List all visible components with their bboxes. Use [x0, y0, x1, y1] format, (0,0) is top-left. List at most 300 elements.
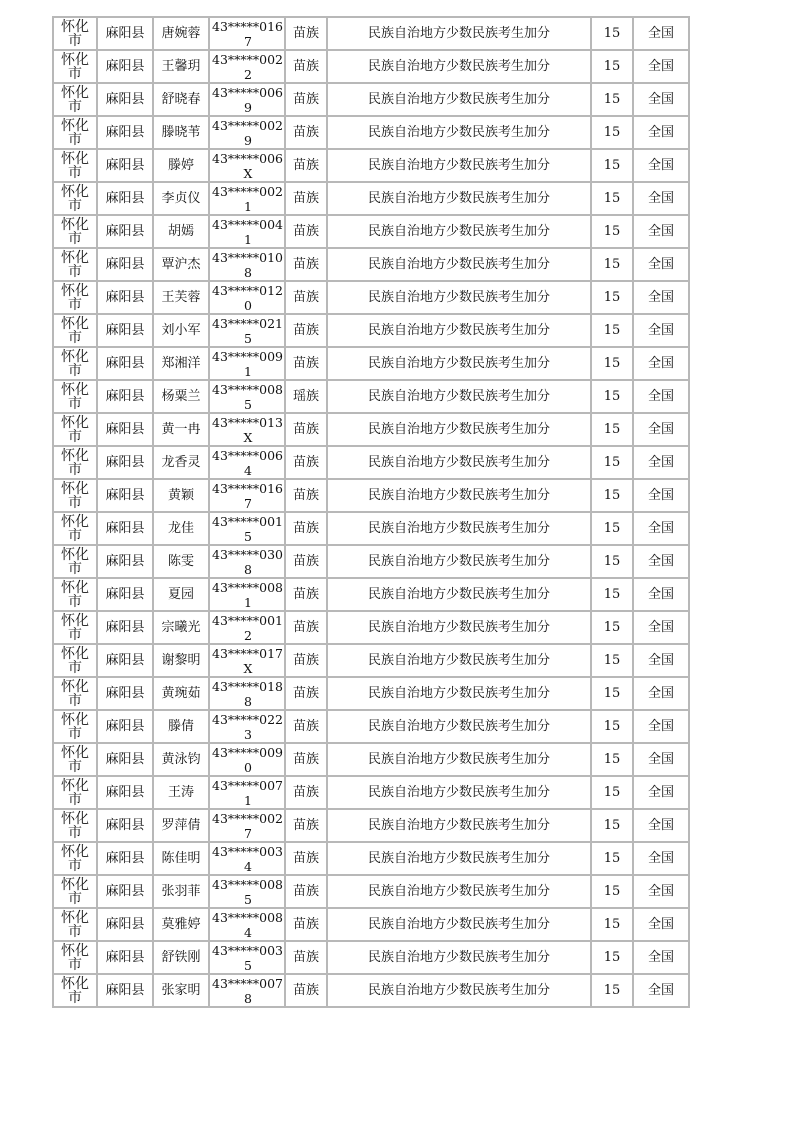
id-number-part1: 43*****003: [212, 942, 284, 958]
ethnicity-cell: 苗族: [285, 875, 327, 908]
id-number-part2: 9: [244, 132, 252, 148]
id-number-cell: [209, 941, 285, 974]
id-number-part1: 43*****017: [212, 645, 284, 661]
bonus-category-cell: 民族自治地方少数民族考生加分: [327, 413, 591, 446]
bonus-points-cell: 15: [591, 149, 633, 182]
county-cell: 麻阳县: [97, 908, 153, 941]
bonus-category-cell: 民族自治地方少数民族考生加分: [327, 842, 591, 875]
id-number-cell: [209, 281, 285, 314]
bonus-category-cell: 民族自治地方少数民族考生加分: [327, 677, 591, 710]
id-number-part1: 43*****030: [212, 546, 284, 562]
scope-cell: 全国: [633, 116, 689, 149]
city-cell: 怀化市: [53, 83, 97, 116]
table-row: [53, 545, 689, 578]
id-number-cell: [209, 578, 285, 611]
county-cell: 麻阳县: [97, 446, 153, 479]
bonus-points-cell: 15: [591, 710, 633, 743]
city-cell: 怀化市: [53, 809, 97, 842]
id-number-part2: 1: [244, 363, 252, 379]
id-number-part1: 43*****001: [212, 513, 284, 529]
ethnicity-cell: 苗族: [285, 545, 327, 578]
id-number-part2: 0: [244, 297, 252, 313]
table-row: [53, 479, 689, 512]
id-number-part2: 7: [244, 825, 252, 841]
id-number-part1: 43*****009: [212, 744, 284, 760]
county-cell: 麻阳县: [97, 710, 153, 743]
ethnicity-cell: 苗族: [285, 215, 327, 248]
scope-cell: 全国: [633, 974, 689, 1007]
id-number-part2: 4: [244, 462, 252, 478]
name-cell: 唐婉蓉: [153, 17, 209, 50]
city-cell: 怀化市: [53, 743, 97, 776]
id-number-part2: 7: [244, 33, 252, 49]
county-cell: 麻阳县: [97, 215, 153, 248]
id-number-part1: 43*****004: [212, 216, 284, 232]
scope-cell: 全国: [633, 545, 689, 578]
table-row: [53, 611, 689, 644]
scope-cell: 全国: [633, 875, 689, 908]
table-row: [53, 50, 689, 83]
name-cell: 郑湘洋: [153, 347, 209, 380]
name-cell: 黄琬茹: [153, 677, 209, 710]
bonus-points-cell: 15: [591, 842, 633, 875]
id-number-part2: 5: [244, 957, 252, 973]
ethnicity-cell: 苗族: [285, 17, 327, 50]
table-row: [53, 83, 689, 116]
table-row: [53, 710, 689, 743]
county-cell: 麻阳县: [97, 83, 153, 116]
id-number-part2: X: [243, 165, 253, 181]
id-number-cell: [209, 149, 285, 182]
id-number-cell: [209, 908, 285, 941]
ethnicity-cell: 苗族: [285, 413, 327, 446]
ethnicity-cell: 瑶族: [285, 380, 327, 413]
city-cell: 怀化市: [53, 248, 97, 281]
city-cell: 怀化市: [53, 578, 97, 611]
table-row: [53, 578, 689, 611]
city-cell: 怀化市: [53, 446, 97, 479]
scope-cell: 全国: [633, 710, 689, 743]
id-number-cell: [209, 215, 285, 248]
name-cell: 舒铁刚: [153, 941, 209, 974]
id-number-part1: 43*****008: [212, 381, 284, 397]
ethnicity-cell: 苗族: [285, 677, 327, 710]
scope-cell: 全国: [633, 941, 689, 974]
county-cell: 麻阳县: [97, 248, 153, 281]
city-cell: 怀化市: [53, 842, 97, 875]
bonus-category-cell: 民族自治地方少数民族考生加分: [327, 50, 591, 83]
bonus-points-cell: 15: [591, 941, 633, 974]
id-number-cell: [209, 17, 285, 50]
name-cell: 龙佳: [153, 512, 209, 545]
city-cell: 怀化市: [53, 413, 97, 446]
county-cell: 麻阳县: [97, 842, 153, 875]
id-number-part1: 43*****006: [212, 447, 284, 463]
table-body: [53, 17, 689, 1007]
bonus-category-cell: 民族自治地方少数民族考生加分: [327, 182, 591, 215]
id-number-part1: 43*****016: [212, 480, 284, 496]
city-cell: 怀化市: [53, 875, 97, 908]
scope-cell: 全国: [633, 908, 689, 941]
ethnicity-cell: 苗族: [285, 908, 327, 941]
name-cell: 罗萍倩: [153, 809, 209, 842]
bonus-points-cell: 15: [591, 644, 633, 677]
id-number-part1: 43*****009: [212, 348, 284, 364]
county-cell: 麻阳县: [97, 743, 153, 776]
id-number-cell: [209, 776, 285, 809]
county-cell: 麻阳县: [97, 941, 153, 974]
bonus-category-cell: 民族自治地方少数民族考生加分: [327, 149, 591, 182]
ethnicity-cell: 苗族: [285, 479, 327, 512]
name-cell: 滕倩: [153, 710, 209, 743]
id-number-part1: 43*****008: [212, 876, 284, 892]
id-number-part1: 43*****010: [212, 249, 284, 265]
table-row: [53, 446, 689, 479]
scope-cell: 全国: [633, 149, 689, 182]
bonus-category-cell: 民族自治地方少数民族考生加分: [327, 710, 591, 743]
county-cell: 麻阳县: [97, 50, 153, 83]
table-row: [53, 644, 689, 677]
bonus-points-cell: 15: [591, 347, 633, 380]
name-cell: 夏园: [153, 578, 209, 611]
city-cell: 怀化市: [53, 479, 97, 512]
id-number-part1: 43*****007: [212, 975, 284, 991]
id-number-part1: 43*****006: [212, 84, 284, 100]
id-number-cell: [209, 380, 285, 413]
city-cell: 怀化市: [53, 215, 97, 248]
table-row: [53, 941, 689, 974]
ethnicity-cell: 苗族: [285, 974, 327, 1007]
table-row: [53, 974, 689, 1007]
id-number-part1: 43*****022: [212, 711, 284, 727]
county-cell: 麻阳县: [97, 875, 153, 908]
county-cell: 麻阳县: [97, 644, 153, 677]
ethnicity-cell: 苗族: [285, 83, 327, 116]
scope-cell: 全国: [633, 776, 689, 809]
county-cell: 麻阳县: [97, 512, 153, 545]
table-row: [53, 413, 689, 446]
bonus-points-cell: 15: [591, 875, 633, 908]
id-number-part2: 4: [244, 858, 252, 874]
county-cell: 麻阳县: [97, 347, 153, 380]
scope-cell: 全国: [633, 182, 689, 215]
id-number-cell: [209, 743, 285, 776]
name-cell: 舒晓春: [153, 83, 209, 116]
bonus-points-cell: 15: [591, 116, 633, 149]
city-cell: 怀化市: [53, 281, 97, 314]
name-cell: 张羽菲: [153, 875, 209, 908]
bonus-category-cell: 民族自治地方少数民族考生加分: [327, 83, 591, 116]
id-number-part1: 43*****008: [212, 909, 284, 925]
id-number-part1: 43*****002: [212, 810, 284, 826]
ethnicity-cell: 苗族: [285, 281, 327, 314]
bonus-category-cell: 民族自治地方少数民族考生加分: [327, 281, 591, 314]
name-cell: 陈雯: [153, 545, 209, 578]
table-row: [53, 182, 689, 215]
city-cell: 怀化市: [53, 380, 97, 413]
name-cell: 刘小军: [153, 314, 209, 347]
id-number-part2: 1: [244, 231, 252, 247]
bonus-points-cell: 15: [591, 479, 633, 512]
scope-cell: 全国: [633, 83, 689, 116]
id-number-part2: X: [243, 429, 253, 445]
bonus-points-cell: 15: [591, 215, 633, 248]
county-cell: 麻阳县: [97, 149, 153, 182]
ethnicity-cell: 苗族: [285, 611, 327, 644]
bonus-category-cell: 民族自治地方少数民族考生加分: [327, 776, 591, 809]
id-number-part1: 43*****007: [212, 777, 284, 793]
bonus-category-cell: 民族自治地方少数民族考生加分: [327, 545, 591, 578]
scope-cell: 全国: [633, 281, 689, 314]
id-number-part1: 43*****003: [212, 843, 284, 859]
table-row: [53, 215, 689, 248]
city-cell: 怀化市: [53, 182, 97, 215]
bonus-category-cell: 民族自治地方少数民族考生加分: [327, 512, 591, 545]
table-row: [53, 677, 689, 710]
city-cell: 怀化市: [53, 908, 97, 941]
county-cell: 麻阳县: [97, 314, 153, 347]
name-cell: 滕晓苇: [153, 116, 209, 149]
table-row: [53, 347, 689, 380]
id-number-part2: 5: [244, 528, 252, 544]
table-row: [53, 776, 689, 809]
bonus-points-cell: 15: [591, 776, 633, 809]
id-number-part2: 8: [244, 990, 252, 1006]
county-cell: 麻阳县: [97, 116, 153, 149]
county-cell: 麻阳县: [97, 578, 153, 611]
scope-cell: 全国: [633, 644, 689, 677]
scope-cell: 全国: [633, 50, 689, 83]
table-row: [53, 809, 689, 842]
id-number-part2: 5: [244, 396, 252, 412]
scope-cell: 全国: [633, 446, 689, 479]
county-cell: 麻阳县: [97, 380, 153, 413]
id-number-part2: 8: [244, 693, 252, 709]
county-cell: 麻阳县: [97, 413, 153, 446]
ethnicity-cell: 苗族: [285, 446, 327, 479]
city-cell: 怀化市: [53, 50, 97, 83]
bonus-points-cell: 15: [591, 611, 633, 644]
name-cell: 莫雅婷: [153, 908, 209, 941]
county-cell: 麻阳县: [97, 974, 153, 1007]
id-number-cell: [209, 446, 285, 479]
bonus-points-cell: 15: [591, 248, 633, 281]
county-cell: 麻阳县: [97, 776, 153, 809]
id-number-part1: 43*****001: [212, 612, 284, 628]
name-cell: 王芙蓉: [153, 281, 209, 314]
bonus-points-cell: 15: [591, 413, 633, 446]
city-cell: 怀化市: [53, 710, 97, 743]
bonus-category-cell: 民族自治地方少数民族考生加分: [327, 743, 591, 776]
bonus-category-cell: 民族自治地方少数民族考生加分: [327, 875, 591, 908]
table-row: [53, 380, 689, 413]
scope-cell: 全国: [633, 512, 689, 545]
bonus-points-cell: 15: [591, 809, 633, 842]
ethnicity-cell: 苗族: [285, 842, 327, 875]
ethnicity-cell: 苗族: [285, 182, 327, 215]
id-number-cell: [209, 116, 285, 149]
name-cell: 胡嫣: [153, 215, 209, 248]
id-number-part2: 1: [244, 594, 252, 610]
county-cell: 麻阳县: [97, 545, 153, 578]
table-row: [53, 908, 689, 941]
table-row: [53, 875, 689, 908]
ethnicity-cell: 苗族: [285, 512, 327, 545]
table-row: [53, 248, 689, 281]
name-cell: 谢黎明: [153, 644, 209, 677]
bonus-category-cell: 民族自治地方少数民族考生加分: [327, 248, 591, 281]
city-cell: 怀化市: [53, 776, 97, 809]
ethnicity-cell: 苗族: [285, 578, 327, 611]
scope-cell: 全国: [633, 479, 689, 512]
county-cell: 麻阳县: [97, 809, 153, 842]
city-cell: 怀化市: [53, 644, 97, 677]
bonus-category-cell: 民族自治地方少数民族考生加分: [327, 446, 591, 479]
id-number-cell: [209, 347, 285, 380]
id-number-part1: 43*****002: [212, 117, 284, 133]
name-cell: 龙香灵: [153, 446, 209, 479]
id-number-cell: [209, 809, 285, 842]
bonus-points-cell: 15: [591, 83, 633, 116]
id-number-cell: [209, 875, 285, 908]
name-cell: 李贞仪: [153, 182, 209, 215]
ethnicity-cell: 苗族: [285, 644, 327, 677]
city-cell: 怀化市: [53, 611, 97, 644]
table-row: [53, 743, 689, 776]
bonus-category-cell: 民族自治地方少数民族考生加分: [327, 215, 591, 248]
ethnicity-cell: 苗族: [285, 710, 327, 743]
table-row: [53, 116, 689, 149]
ethnicity-cell: 苗族: [285, 116, 327, 149]
bonus-points-cell: 15: [591, 17, 633, 50]
bonus-points-table: [52, 16, 690, 1008]
county-cell: 麻阳县: [97, 281, 153, 314]
name-cell: 陈佳明: [153, 842, 209, 875]
bonus-points-cell: 15: [591, 446, 633, 479]
city-cell: 怀化市: [53, 677, 97, 710]
id-number-part2: 2: [244, 66, 252, 82]
name-cell: 王涛: [153, 776, 209, 809]
id-number-cell: [209, 974, 285, 1007]
bonus-category-cell: 民族自治地方少数民族考生加分: [327, 347, 591, 380]
id-number-part2: 9: [244, 99, 252, 115]
table-row: [53, 842, 689, 875]
id-number-cell: [209, 479, 285, 512]
bonus-points-cell: 15: [591, 182, 633, 215]
scope-cell: 全国: [633, 578, 689, 611]
id-number-part1: 43*****012: [212, 282, 284, 298]
county-cell: 麻阳县: [97, 611, 153, 644]
county-cell: 麻阳县: [97, 17, 153, 50]
table-row: [53, 281, 689, 314]
bonus-category-cell: 民族自治地方少数民族考生加分: [327, 809, 591, 842]
bonus-category-cell: 民族自治地方少数民族考生加分: [327, 941, 591, 974]
scope-cell: 全国: [633, 413, 689, 446]
bonus-points-cell: 15: [591, 314, 633, 347]
id-number-cell: [209, 182, 285, 215]
id-number-part2: 1: [244, 792, 252, 808]
id-number-part2: X: [243, 660, 253, 676]
id-number-part2: 4: [244, 924, 252, 940]
id-number-cell: [209, 842, 285, 875]
id-number-cell: [209, 314, 285, 347]
bonus-points-cell: 15: [591, 380, 633, 413]
city-cell: 怀化市: [53, 512, 97, 545]
scope-cell: 全国: [633, 248, 689, 281]
ethnicity-cell: 苗族: [285, 743, 327, 776]
table-row: [53, 149, 689, 182]
id-number-part1: 43*****002: [212, 183, 284, 199]
bonus-points-cell: 15: [591, 281, 633, 314]
bonus-category-cell: 民族自治地方少数民族考生加分: [327, 974, 591, 1007]
id-number-part2: 8: [244, 264, 252, 280]
name-cell: 滕婷: [153, 149, 209, 182]
county-cell: 麻阳县: [97, 479, 153, 512]
scope-cell: 全国: [633, 842, 689, 875]
bonus-points-cell: 15: [591, 545, 633, 578]
id-number-cell: [209, 248, 285, 281]
bonus-points-cell: 15: [591, 743, 633, 776]
id-number-cell: [209, 413, 285, 446]
name-cell: 张家明: [153, 974, 209, 1007]
id-number-part1: 43*****008: [212, 579, 284, 595]
bonus-category-cell: 民族自治地方少数民族考生加分: [327, 479, 591, 512]
id-number-cell: [209, 644, 285, 677]
bonus-points-cell: 15: [591, 677, 633, 710]
ethnicity-cell: 苗族: [285, 248, 327, 281]
scope-cell: 全国: [633, 215, 689, 248]
bonus-points-cell: 15: [591, 512, 633, 545]
ethnicity-cell: 苗族: [285, 314, 327, 347]
bonus-points-cell: 15: [591, 50, 633, 83]
table-row: [53, 314, 689, 347]
scope-cell: 全国: [633, 314, 689, 347]
city-cell: 怀化市: [53, 149, 97, 182]
scope-cell: 全国: [633, 743, 689, 776]
scope-cell: 全国: [633, 677, 689, 710]
name-cell: 黄颖: [153, 479, 209, 512]
scope-cell: 全国: [633, 380, 689, 413]
city-cell: 怀化市: [53, 974, 97, 1007]
id-number-part1: 43*****018: [212, 678, 284, 694]
name-cell: 覃沪杰: [153, 248, 209, 281]
name-cell: 王馨玥: [153, 50, 209, 83]
scope-cell: 全国: [633, 809, 689, 842]
city-cell: 怀化市: [53, 116, 97, 149]
bonus-category-cell: 民族自治地方少数民族考生加分: [327, 116, 591, 149]
id-number-part2: 7: [244, 495, 252, 511]
scope-cell: 全国: [633, 17, 689, 50]
table-row: [53, 17, 689, 50]
county-cell: 麻阳县: [97, 677, 153, 710]
bonus-category-cell: 民族自治地方少数民族考生加分: [327, 644, 591, 677]
id-number-cell: [209, 83, 285, 116]
name-cell: 杨粟兰: [153, 380, 209, 413]
id-number-cell: [209, 512, 285, 545]
name-cell: 宗曦光: [153, 611, 209, 644]
id-number-part2: 0: [244, 759, 252, 775]
bonus-category-cell: 民族自治地方少数民族考生加分: [327, 380, 591, 413]
id-number-cell: [209, 677, 285, 710]
id-number-part2: 3: [244, 726, 252, 742]
bonus-points-cell: 15: [591, 974, 633, 1007]
bonus-points-cell: 15: [591, 908, 633, 941]
name-cell: 黄泳钧: [153, 743, 209, 776]
id-number-part1: 43*****013: [212, 414, 284, 430]
bonus-category-cell: 民族自治地方少数民族考生加分: [327, 314, 591, 347]
ethnicity-cell: 苗族: [285, 149, 327, 182]
id-number-part2: 2: [244, 627, 252, 643]
